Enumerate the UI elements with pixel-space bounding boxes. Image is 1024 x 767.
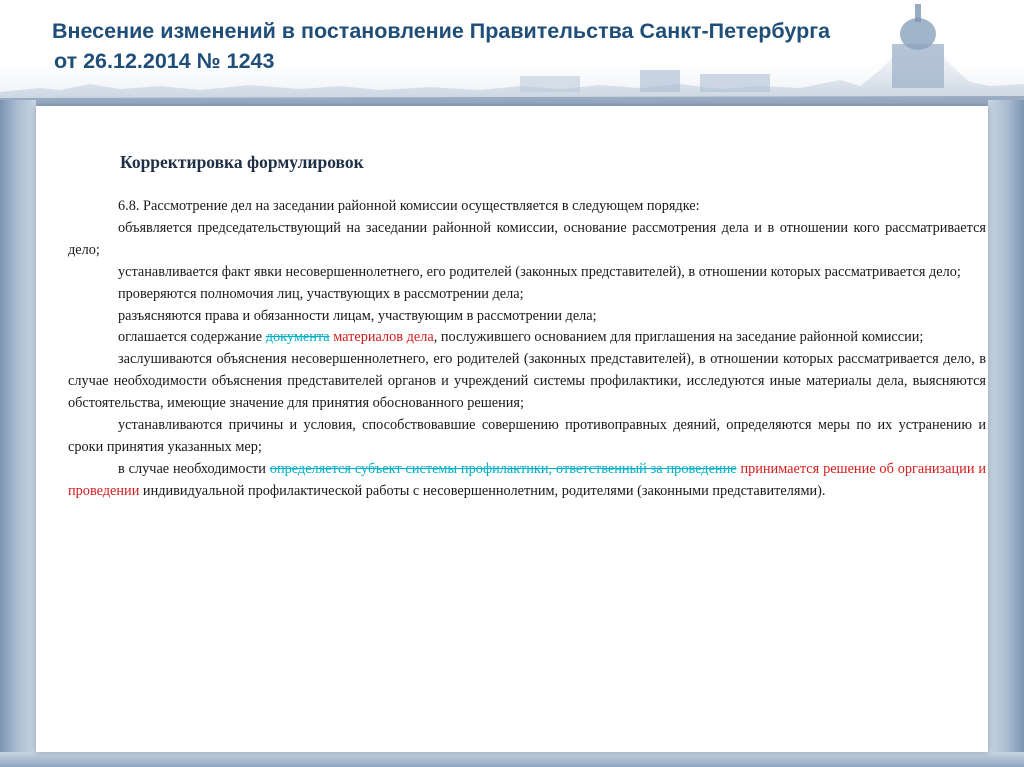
document-body [68,196,986,503]
section-subtitle: Корректировка формулировок [120,152,364,172]
document-paragraph [68,218,986,262]
slide-header [0,0,1024,112]
paragraph-text: объявляется председательствующий на заседании районной комиссии, основание рассмотрения дела и в отношении кого рассматривается дело; [68,219,986,258]
document-paragraph [68,349,986,415]
document-paragraph [68,196,986,218]
paragraph-text: , послужившего основанием для приглашения на заседание районной комиссии; [433,329,924,346]
paragraph-text: индивидуальной профилактической работы с несовершеннолетним, родителями (законными представителями). [139,482,826,499]
paragraph-text: заслушиваются объяснения несовершеннолетнего, его родителей (законных представителей), в отношении которых рассматривается дело, в случае необходимости объяснения представителей органов и учреждений системы профилактики, исследуются иные материалы дела, выясняются обстоятельства, имеющие значение для принятия обоснованного решения; [68,351,986,412]
document-paragraph [68,262,986,284]
decorative-frame-bottom [0,752,1024,767]
title-line-2: от 26.12.2014 № 1243 [54,49,275,73]
paragraph-text: 6.8. Рассмотрение дел на заседании районной комиссии осуществляется в следующем порядке: [118,198,700,214]
document-paragraph [68,459,986,503]
title-line-1: Внесение изменений в постановление Правительства Санкт-Петербурга [52,19,831,43]
paragraph-text: в случае необходимости [118,460,270,477]
paragraph-text: проверяются полномочия лиц, участвующих в рассмотрении дела; [118,285,524,302]
inserted-text: принимается решение об организации и проведении [68,460,987,499]
deleted-text: документа [265,329,330,346]
inserted-text: материалов дела [333,329,434,346]
document-paragraph [68,327,986,349]
decorative-frame-right [988,100,1024,767]
paragraph-text: устанавливаются причины и условия, способствовавшие совершению противоправных деяний, определяются меры по их устранению и сроки принятия указанных мер; [68,417,986,455]
document-paragraph [68,306,986,328]
paragraph-text: разъясняются права и обязанности лицам, участвующим в рассмотрении дела; [118,307,597,324]
document-paragraph [68,415,986,459]
deleted-text: определяется субъект системы профилактики, ответственный за проведение [269,460,737,477]
paragraph-text: устанавливается факт явки несовершеннолетнего, его родителей (законных представителей), в отношении которых рассматривается дело; [118,263,961,280]
decorative-frame-left [0,100,36,767]
paragraph-text: оглашается содержание [118,329,266,346]
slide-title [52,16,830,76]
document-paragraph [68,284,986,306]
